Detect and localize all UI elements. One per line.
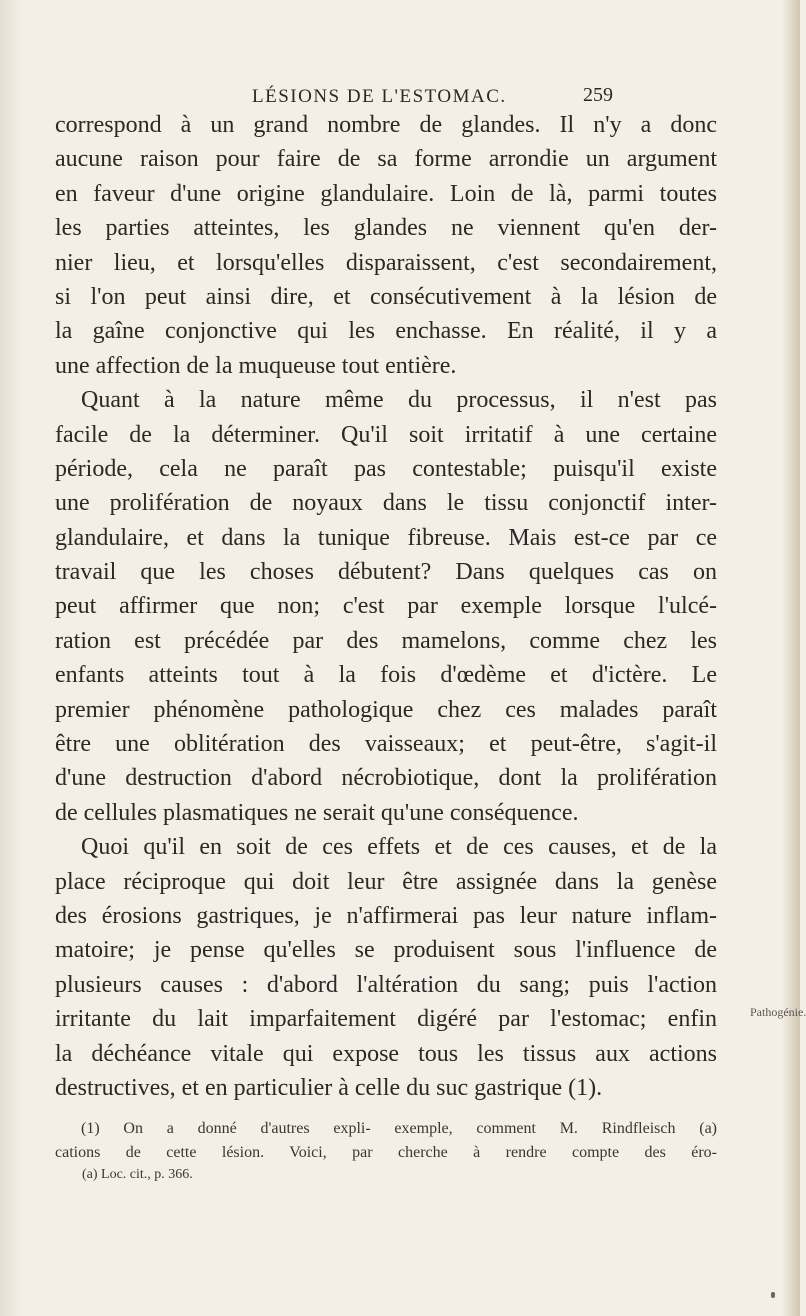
text-line: être une oblitération des vaisseaux; et peut-être, s'agit-il: [55, 731, 717, 758]
text-line: peut affirmer que non; c'est par exemple lorsque l'ulcé-: [55, 593, 717, 620]
page-number: 259: [583, 84, 613, 106]
text-line: destructives, et en particulier à celle du suc gastrique (1).: [55, 1074, 603, 1101]
text-line: la déchéance vitale qui expose tous les tissus aux actions: [55, 1040, 717, 1067]
text-line: matoire; je pense qu'elles se produisent sous l'influence de: [55, 937, 717, 964]
text-line: ration est précédée par des mamelons, comme chez les: [55, 627, 717, 654]
text-line: d'une destruction d'abord nécrobiotique, dont la prolifération: [55, 765, 717, 792]
footnote-reference: (a) Loc. cit., p. 366.: [82, 1167, 193, 1182]
footnote-line: (1) On a donné d'autres expli- exemple, comment M. Rindfleisch (a): [81, 1120, 717, 1137]
text-line: travail que les choses débutent? Dans quelques cas on: [55, 559, 717, 586]
page-gutter-shadow: [0, 0, 22, 1316]
text-line: des érosions gastriques, je n'affirmerai pas leur nature inflam-: [55, 902, 717, 929]
margin-note: Pathogénie.: [750, 1005, 806, 1019]
page-edge: [782, 0, 800, 1316]
text-line: la gaîne conjonctive qui les enchasse. En réalité, il y a: [55, 318, 717, 345]
ink-mark: [771, 1292, 775, 1298]
text-line: les parties atteintes, les glandes ne viennent qu'en der-: [55, 215, 717, 242]
text-line: place réciproque qui doit leur être assignée dans la genèse: [55, 868, 717, 895]
text-line: Quoi qu'il en soit de ces effets et de ces causes, et de la: [81, 834, 717, 861]
text-line: premier phénomène pathologique chez ces malades paraît: [55, 696, 717, 723]
text-line: correspond à un grand nombre de glandes. Il n'y a donc: [55, 112, 717, 138]
text-line: plusieurs causes : d'abord l'altération du sang; puis l'action: [55, 971, 717, 998]
text-line: enfants atteints tout à la fois d'œdème et d'ictère. Le: [55, 662, 717, 689]
text-line: irritante du lait imparfaitement digéré par l'estomac; enfin: [55, 1006, 717, 1033]
text-line: période, cela ne paraît pas contestable; puisqu'il existe: [55, 455, 717, 482]
text-line: si l'on peut ainsi dire, et consécutivement à la lésion de: [55, 283, 717, 310]
text-line: Quant à la nature même du processus, il n'est pas: [81, 387, 717, 414]
text-line: facile de la déterminer. Qu'il soit irritatif à une certaine: [55, 421, 717, 448]
text-line: nier lieu, et lorsqu'elles disparaissent, c'est secondairement,: [55, 249, 717, 276]
footnotes: [55, 1117, 745, 1165]
text-line: une prolifération de noyaux dans le tissu conjonctif inter-: [55, 490, 717, 517]
text-line: aucune raison pour faire de sa forme arrondie un argument: [55, 146, 717, 173]
text-line: en faveur d'une origine glandulaire. Loin de là, parmi toutes: [55, 180, 717, 207]
text-line: de cellules plasmatiques ne serait qu'une conséquence.: [55, 799, 579, 826]
footnote-line: cations de cette lésion. Voici, par cherche à rendre compte des éro-: [55, 1144, 717, 1161]
running-title: LÉSIONS DE L'ESTOMAC.: [252, 86, 507, 107]
text-line: une affection de la muqueuse tout entière.: [55, 352, 457, 379]
text-line: glandulaire, et dans la tunique fibreuse. Mais est-ce par ce: [55, 524, 717, 551]
body-text: [55, 108, 745, 1105]
